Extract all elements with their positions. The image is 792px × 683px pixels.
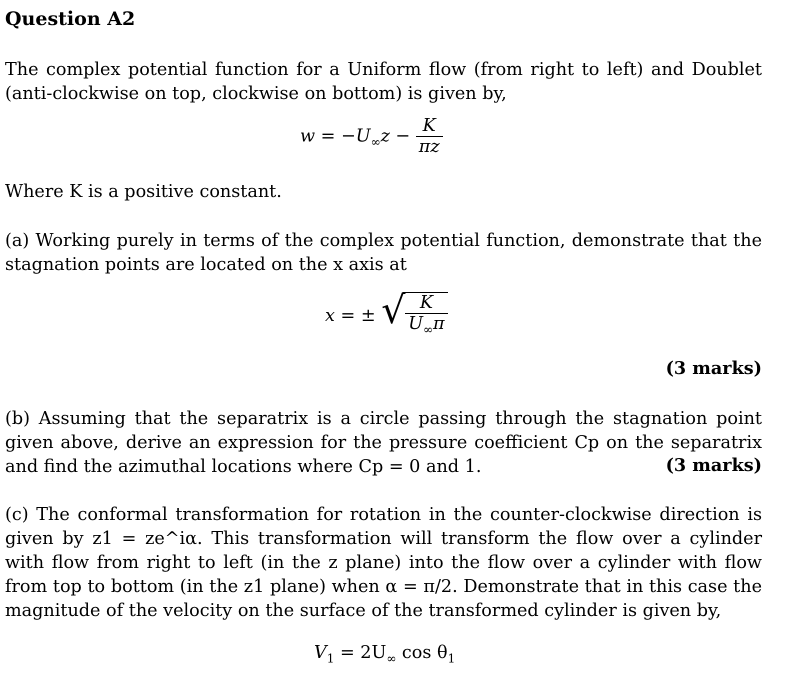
eq1-den: πz [418,137,440,157]
eq1-num: K [416,116,443,137]
part-c-paragraph: (c) The conformal transformation for rotation in the counter-clockwise direction is given by z1 = ze^iα. This transformation will transform the flow over a cylinder with flow from right to left (in the z plane) into the flow over a cylinder with flow from top to bottom (in the z1 plane) when α = π/2. Demonstrate that in this case the magnitude of the velocity on the surface of the transformed cylinder is given by, [5,505,762,621]
eq2-num: K [405,293,447,314]
eq1-inf: ∞ [370,135,381,150]
eq1-fraction [416,116,443,157]
eq2-lhs: x = ± [325,305,376,326]
equation-velocity: $V_1 = 2U_\infty$ $\cos \theta_1$ [314,643,456,666]
part-a-paragraph: (a) Working purely in terms of the complex potential function, demonstrate that the stagnation points are located on the x axis at [5,231,762,275]
part-b-paragraph: (b) Assuming that the separatrix is a circle passing through the stagnation point given above, derive an expression for the pressure coefficient Cp on the separatrix and find the azimuthal locations where Cp = 0 and 1. [5,409,762,477]
equation-stagnation [325,288,448,340]
intro-paragraph: The complex potential function for a Uniform flow (from right to left) and Doublet (anti-clockwise on top, clockwise on bottom) is given by, [5,60,762,104]
where-text: Where K is a positive constant. [5,182,282,202]
eq2-fraction [405,293,447,340]
eq2-radical [381,288,447,340]
sqrt-symbol: √ [381,288,406,332]
eq2-den: $U_\infty\pi$ [408,314,445,337]
marks-a: (3 marks) [665,358,762,379]
marks-b: (3 marks) [665,455,762,476]
question-heading: Question A2 [5,8,136,30]
eq1-lhs: w = −U [300,126,371,147]
eq1-z: z − [380,126,411,147]
equation-complex-potential [300,116,443,157]
